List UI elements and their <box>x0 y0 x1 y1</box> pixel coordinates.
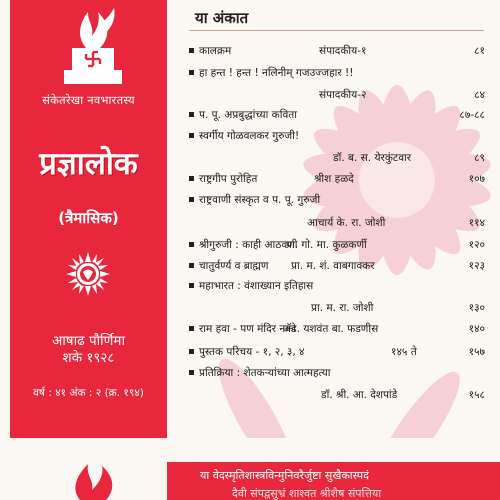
issue-date <box>10 333 167 367</box>
bullet-square-icon <box>189 242 194 247</box>
bullet-square-icon <box>189 70 194 75</box>
toc-header: या अंकात <box>195 9 249 27</box>
toc-item <box>189 259 485 275</box>
toc-item-title <box>189 322 296 336</box>
magazine-subtitle: (त्रैमासिक) <box>58 209 119 227</box>
toc-item <box>189 366 485 382</box>
swastika-flame-emblem-icon <box>58 8 128 86</box>
toc-item-page: १२० <box>468 239 485 251</box>
toc-item-author: डॉ. श्री. आ. देशपांडे <box>321 389 398 401</box>
toc-item-title-text: प. पू. अप्रबुद्धांच्या कविता <box>199 109 298 121</box>
toc-item <box>189 44 485 60</box>
toc-item-page: ११४ <box>468 217 485 229</box>
toc-item-title-text: पुस्तक परिचय - १, २, ३, ४ <box>199 346 305 358</box>
toc-item-title-text: प्रतिक्रिया : शेतकऱ्यांच्या आत्महत्या <box>199 367 331 379</box>
toc-item-author: प्रा. म. शं. वाबगावकर <box>291 260 375 272</box>
footer-line1: या वेदस्मृतिशास्त्रविन्मुनिवरैर्जुष्टा सुखैकास्पदं <box>200 469 369 482</box>
toc-item-page: १२३ <box>468 260 485 272</box>
magazine-title: प्रज्ञालोक <box>39 146 138 182</box>
toc-item <box>189 193 485 209</box>
toc-item-author: डॉ. ब. स. येरकुंटवार <box>333 152 412 164</box>
toc-item-title-text: श्रीगुरुजी : काही आठवणी <box>199 239 298 251</box>
toc-item-page: ८४ <box>474 89 485 101</box>
toc-item <box>189 66 485 82</box>
toc-item-page: १४० <box>468 323 485 335</box>
toc-item-title <box>189 129 299 143</box>
issue-volume: वर्ष : ४१ अंक : २ (क्र. १९४) <box>33 387 144 399</box>
bullet-square-icon <box>189 48 194 53</box>
toc-item-title-text: चातुर्वर्ण्य व ब्राह्मण <box>199 260 269 272</box>
toc-item-page: ८९ <box>474 152 485 164</box>
bullet-square-icon <box>189 283 194 288</box>
toc-item-title <box>189 172 257 186</box>
toc-item-title-text: हा हन्त ! हन्त ! नलिनीम् गजउज्जहार !! <box>199 67 354 79</box>
toc-item-title-text: राष्ट्रगीप पुरोहित <box>199 173 258 185</box>
toc-item-author: ॲड. यशवंत बा. फडणीस <box>283 323 379 335</box>
toc-item-title <box>189 66 353 80</box>
toc-item-page: १३० <box>468 302 485 314</box>
toc-area <box>167 0 500 438</box>
bullet-square-icon <box>189 176 194 181</box>
toc-item-title <box>189 279 313 293</box>
toc-divider <box>189 30 484 31</box>
toc-item-title <box>189 366 330 380</box>
toc-item-author: आचार्य के. रा. जोशी <box>307 217 386 229</box>
toc-item-author: प्रा. म. रा. जोशी <box>311 302 374 314</box>
toc-item <box>189 279 485 295</box>
toc-item-page: ८७-८८ <box>459 109 485 121</box>
bullet-square-icon <box>189 349 194 354</box>
toc-item <box>189 322 485 338</box>
toc-item-page: १०७ <box>468 173 485 185</box>
brand-line: संकेतरेखा नवभारतस्य <box>42 93 135 107</box>
toc-item <box>189 151 485 167</box>
bullet-square-icon <box>189 133 194 138</box>
toc-item-page: ८१ <box>474 45 485 57</box>
toc-item-title <box>189 44 231 58</box>
bullet-square-icon <box>189 263 194 268</box>
bullet-square-icon <box>189 112 194 117</box>
toc-item-page: १५८ <box>468 389 485 401</box>
toc-item-title-text: महाभारत : वंशाख्यान इतिहास <box>199 280 314 292</box>
toc-item <box>189 216 485 232</box>
toc-item-title-text: स्वर्गीय गोळवलकर गुरुजी! <box>199 130 300 142</box>
issue-date-line2: शके १९२८ <box>62 350 115 366</box>
flame-icon <box>60 460 140 500</box>
toc-item <box>189 301 485 317</box>
toc-item <box>189 88 485 104</box>
toc-item <box>189 172 485 188</box>
bullet-square-icon <box>189 326 194 331</box>
toc-item <box>189 388 485 404</box>
toc-item <box>189 108 485 124</box>
toc-item-page: १५७ <box>468 346 485 358</box>
toc-item-title-text: कालक्रम <box>199 45 232 57</box>
issue-date-line1: आषाढ पौर्णिमा <box>52 333 125 349</box>
bullet-square-icon <box>189 370 194 375</box>
toc-item-author: संपादकीय-२ <box>319 89 367 101</box>
toc-item <box>189 238 485 254</box>
toc-item <box>189 129 485 145</box>
toc-item-title <box>189 193 320 207</box>
toc-item-title <box>189 108 297 122</box>
footer-line2: दैवी संपद्वसुभ्रं शाश्वत श्रीशैष संपत्तिया <box>232 487 382 500</box>
toc-item-author: १४५ ते <box>391 346 417 358</box>
sun-emblem-icon <box>64 250 112 298</box>
toc-item-title-text: राष्ट्रवाणी संस्कृत व प. पू. गुरुजी <box>199 194 321 206</box>
toc-item-title <box>189 259 269 273</box>
toc-item-title <box>189 345 305 359</box>
bullet-square-icon <box>189 197 194 202</box>
toc-item-author: श्रीश हळदे <box>314 173 354 185</box>
toc-item-author: प्रा. गो. मा. कुळकर्णी <box>286 239 367 251</box>
cover-panel <box>10 0 167 438</box>
toc-item-author: संपादकीय-१ <box>319 45 367 57</box>
toc-item-title-text: राम हवा - पण मंदिर नको <box>199 323 296 335</box>
toc-item <box>189 345 485 361</box>
toc-item-title <box>189 238 297 252</box>
